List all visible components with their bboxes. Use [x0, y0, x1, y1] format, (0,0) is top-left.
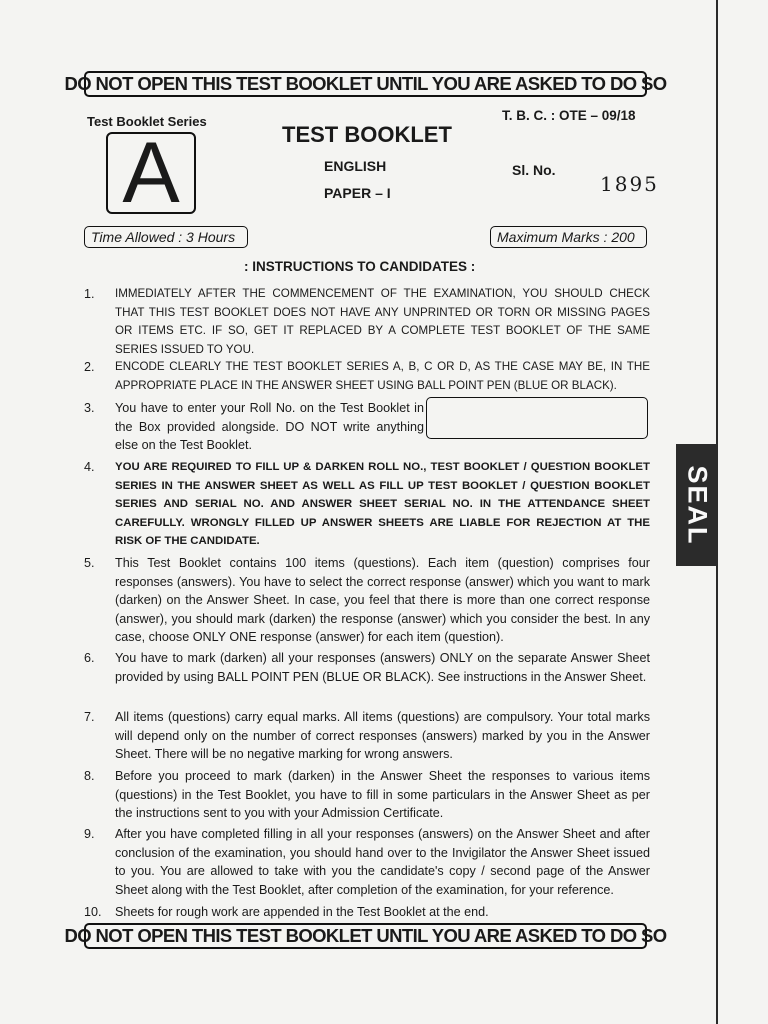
instruction-item — [84, 358, 650, 395]
paper-label: PAPER – I — [324, 185, 391, 201]
tbc-code: T. B. C. : OTE – 09/18 — [502, 108, 636, 123]
instruction-number: 2. — [84, 360, 95, 374]
instruction-item — [84, 903, 650, 922]
instruction-number: 6. — [84, 651, 95, 665]
seal-label: SEAL — [682, 464, 713, 546]
instruction-number: 5. — [84, 556, 95, 570]
instruction-text: After you have completed filling in all your responses (answers) on the Answer Sheet and after conclusion of the examination, you should hand over to the Invigilator the Answer Sheet issued to you. You are allowed to take with you the candidate's copy / second page of the Answer Sheet along with the Test Booklet, after completion of the examination, for your reference. — [115, 827, 650, 897]
instruction-item — [84, 285, 650, 359]
instruction-number: 7. — [84, 710, 95, 724]
instruction-number: 9. — [84, 827, 95, 841]
instruction-text: This Test Booklet contains 100 items (questions). Each item (question) comprises four responses (answers). You have to select the correct response (answer) which you want to mark (darken) on the Answer Sheet. In case, you feel that there is more than one correct response (answer), you should mark (darken) the response (answer) which you consider the best. In any case, choose ONLY ONE response (answer) for each item (question). — [115, 556, 650, 645]
instruction-number: 10. — [84, 905, 102, 919]
instruction-number: 3. — [84, 401, 95, 415]
instruction-number: 8. — [84, 769, 95, 783]
series-letter-box — [106, 125, 196, 221]
instruction-item — [84, 825, 650, 899]
serial-number-label: Sl. No. — [512, 162, 556, 178]
series-letter: A — [122, 125, 180, 221]
instruction-text: You have to enter your Roll No. on the Test Booklet in the Box provided alongside. DO NOT write anything else on the Test Booklet. — [115, 401, 424, 453]
instruction-item — [84, 554, 650, 647]
instruction-number: 4. — [84, 460, 95, 474]
instruction-text: IMMEDIATELY AFTER THE COMMENCEMENT OF THE EXAMINATION, YOU SHOULD CHECK THAT THIS TEST BOOKLET DOES NOT HAVE ANY UNPRINTED OR TORN OR MISSING PAGES OR ITEMS ETC. IF SO, GET IT REPLACED BY A COMPLETE TEST BOOKLET OF THE SAME SERIES ISSUED TO YOU. — [115, 287, 650, 356]
booklet-title: TEST BOOKLET — [282, 122, 452, 147]
instruction-number: 1. — [84, 287, 95, 301]
instruction-text: ENCODE CLEARLY THE TEST BOOKLET SERIES A, B, C OR D, AS THE CASE MAY BE, IN THE APPROPRIATE PLACE IN THE ANSWER SHEET USING BALL POINT PEN (BLUE OR BLACK). — [115, 360, 650, 392]
serial-number-value: 1895 — [600, 172, 659, 196]
warning-banner-bottom: DO NOT OPEN THIS TEST BOOKLET UNTIL YOU ARE ASKED TO DO SO — [84, 923, 647, 949]
instruction-text: Sheets for rough work are appended in the Test Booklet at the end. — [115, 905, 489, 919]
instruction-text: All items (questions) carry equal marks. All items (questions) are compulsory. Your total marks will depend only on the number of correct responses (answers) marked by you in the Answer Sheet. There will be no negative marking for wrong answers. — [115, 710, 650, 762]
time-allowed: Time Allowed : 3 Hours — [84, 226, 248, 248]
instructions-heading: : INSTRUCTIONS TO CANDIDATES : — [244, 259, 476, 274]
instruction-item — [84, 649, 650, 686]
instruction-text: You have to mark (darken) all your responses (answers) ONLY on the separate Answer Sheet provided by using BALL POINT PEN (BLUE OR BLACK). See instructions in the Answer Sheet. — [115, 651, 650, 684]
instruction-item — [84, 767, 650, 823]
seal-tab — [676, 444, 718, 566]
warning-banner-top: DO NOT OPEN THIS TEST BOOKLET UNTIL YOU ARE ASKED TO DO SO — [84, 71, 647, 97]
instruction-text: YOU ARE REQUIRED TO FILL UP & DARKEN ROLL NO., TEST BOOKLET / QUESTION BOOKLET SERIES IN THE ANSWER SHEET AS WELL AS FILL UP TEST BOOKLET / QUESTION BOOKLET SERIES AND SERIAL NO. AND ANSWER SHEET SERIAL NO. IN THE ATTENDANCE SHEET CAREFULLY. WRONGLY FILLED UP ANSWER SHEETS ARE LIABLE FOR REJECTION AT THE RISK OF THE CANDIDATE. — [115, 461, 650, 548]
instruction-item — [84, 708, 650, 764]
instruction-text: Before you proceed to mark (darken) in the Answer Sheet the responses to various items (questions) in the Test Booklet, you have to fill in some particulars in the Answer Sheet as per the instructions sent to you with your Admission Certificate. — [115, 769, 650, 821]
instruction-item — [84, 458, 650, 551]
series-label: Test Booklet Series — [87, 114, 207, 129]
instruction-item — [84, 399, 424, 455]
maximum-marks: Maximum Marks : 200 — [490, 226, 647, 248]
subject: ENGLISH — [324, 158, 387, 174]
roll-number-box[interactable] — [426, 397, 648, 439]
